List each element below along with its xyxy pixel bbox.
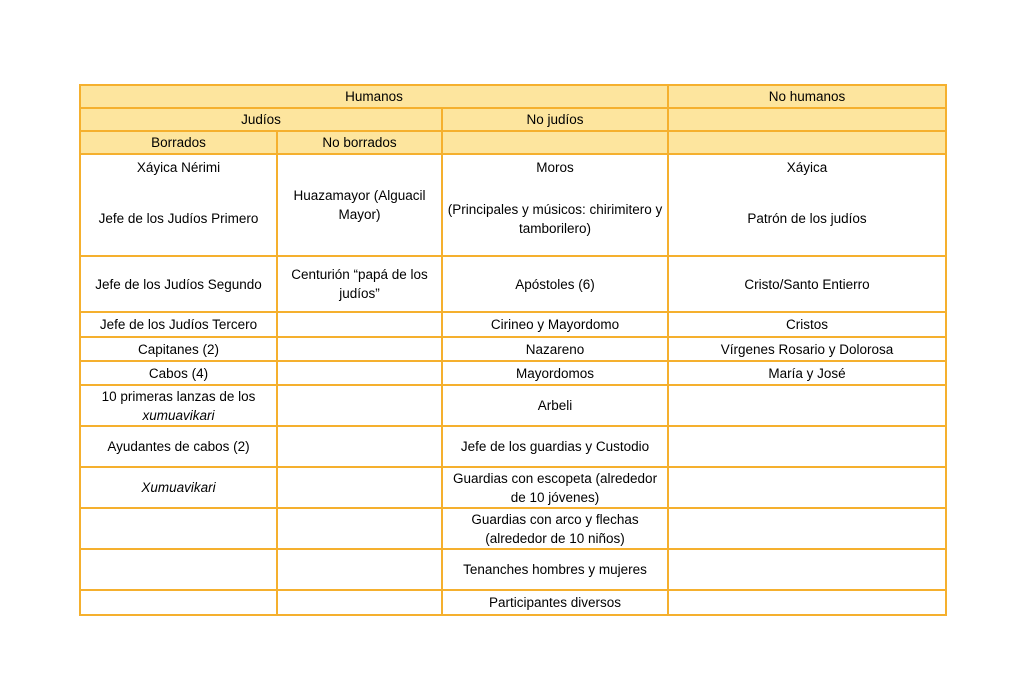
header-row-1 — [80, 85, 946, 108]
table-cell: Participantes diversos — [442, 590, 668, 615]
table-cell — [277, 549, 442, 590]
table-cell — [442, 154, 668, 256]
cell-line: Patrón de los judíos — [747, 211, 867, 226]
table-cell: Cristos — [668, 312, 946, 337]
cell-line: Moros — [536, 160, 574, 175]
table-cell: Ayudantes de cabos (2) — [80, 426, 277, 467]
table-cell: Centurión “papá de los judíos” — [277, 256, 442, 312]
header-borrados: Borrados — [80, 131, 277, 154]
table-row — [80, 590, 946, 615]
table-cell — [668, 508, 946, 549]
table-cell — [668, 385, 946, 426]
table-cell: Arbeli — [442, 385, 668, 426]
table-row — [80, 337, 946, 361]
table-cell — [80, 154, 277, 256]
table-row — [80, 467, 946, 508]
table-cell — [80, 590, 277, 615]
cell-line: (Principales y músicos: chirimitero y tamborilero) — [447, 202, 663, 236]
table-row — [80, 361, 946, 385]
table-row — [80, 426, 946, 467]
header-judios: Judíos — [80, 108, 442, 131]
header-empty — [668, 131, 946, 154]
table-row — [80, 154, 946, 256]
header-row-3 — [80, 131, 946, 154]
table-cell: Vírgenes Rosario y Dolorosa — [668, 337, 946, 361]
table-cell: Nazareno — [442, 337, 668, 361]
table-cell: Guardias con arco y flechas (alrededor de 10 niños) — [442, 508, 668, 549]
table-cell: Cirineo y Mayordomo — [442, 312, 668, 337]
table-cell — [80, 385, 277, 426]
table-cell: Huazamayor (Alguacil Mayor) — [277, 154, 442, 256]
table-cell — [668, 154, 946, 256]
table-cell: María y José — [668, 361, 946, 385]
table-cell — [277, 361, 442, 385]
table-cell: Capitanes (2) — [80, 337, 277, 361]
table-cell — [277, 312, 442, 337]
table-row — [80, 549, 946, 590]
table-cell: Apóstoles (6) — [442, 256, 668, 312]
header-row-2 — [80, 108, 946, 131]
cell-line-italic: xumuavikari — [142, 407, 215, 423]
table-cell — [80, 549, 277, 590]
header-humanos: Humanos — [80, 85, 668, 108]
table-cell — [277, 385, 442, 426]
table-cell: Mayordomos — [442, 361, 668, 385]
table-row — [80, 312, 946, 337]
table-cell — [668, 549, 946, 590]
table-row — [80, 508, 946, 549]
header-empty — [442, 131, 668, 154]
table-cell — [80, 508, 277, 549]
table-cell: Jefe de los guardias y Custodio — [442, 426, 668, 467]
table-cell: Xumuavikari — [80, 467, 277, 508]
header-no-judios: No judíos — [442, 108, 668, 131]
header-no-borrados: No borrados — [277, 131, 442, 154]
table-cell — [277, 426, 442, 467]
table-row — [80, 256, 946, 312]
cell-line: 10 primeras lanzas de los — [101, 388, 256, 404]
cell-line: Xáyica — [786, 160, 828, 175]
table-cell — [668, 426, 946, 467]
table-cell: Tenanches hombres y mujeres — [442, 549, 668, 590]
table-cell — [668, 467, 946, 508]
table-row — [80, 385, 946, 426]
table-cell — [277, 337, 442, 361]
table-cell: Cristo/Santo Entierro — [668, 256, 946, 312]
table-cell: Jefe de los Judíos Tercero — [80, 312, 277, 337]
header-no-humanos: No humanos — [668, 85, 946, 108]
table-cell — [277, 508, 442, 549]
table-cell — [668, 590, 946, 615]
table-cell: Cabos (4) — [80, 361, 277, 385]
cell-line: Xáyica Nérimi — [136, 160, 221, 175]
table-cell — [277, 590, 442, 615]
header-empty — [668, 108, 946, 131]
cell-line: Jefe de los Judíos Primero — [98, 211, 259, 226]
table-cell: Jefe de los Judíos Segundo — [80, 256, 277, 312]
classification-table — [79, 84, 947, 616]
table-cell: Guardias con escopeta (alrededor de 10 jóvenes) — [442, 467, 668, 508]
table-cell — [277, 467, 442, 508]
